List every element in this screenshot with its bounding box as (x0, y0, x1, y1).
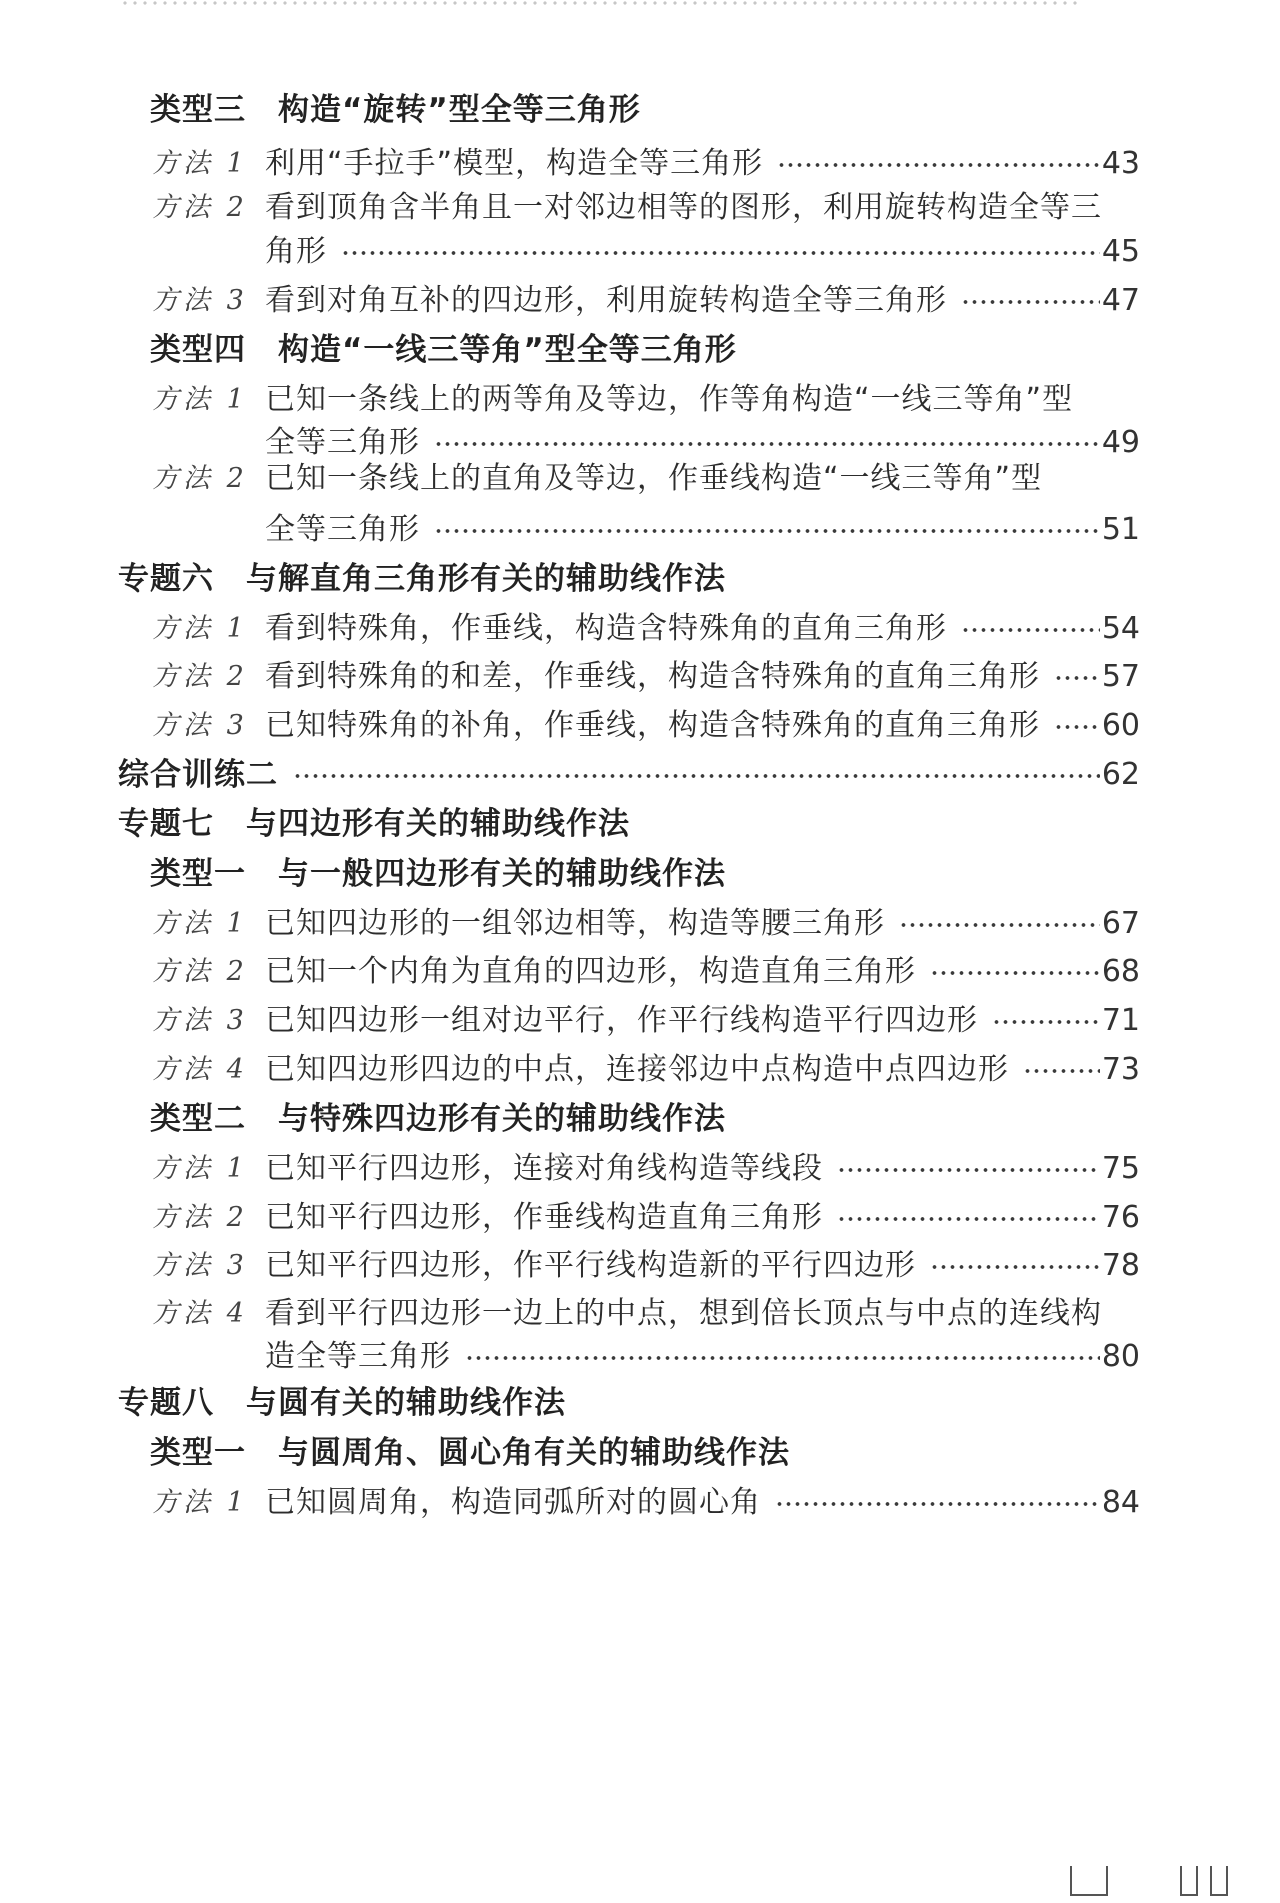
leader-dots (341, 250, 1100, 256)
toc-line (0, 1335, 1280, 1379)
method-text: 已知平行四边形，连接对角线构造等线段 (265, 1151, 823, 1186)
toc-line (0, 230, 1280, 274)
page-number: 76 (1101, 1200, 1140, 1235)
toc-line (0, 508, 1280, 552)
page-number: 73 (1101, 1052, 1140, 1087)
toc-line (0, 950, 1280, 994)
page-number: 80 (1101, 1339, 1140, 1374)
method-text: 全等三角形 (265, 512, 420, 547)
toc-line (0, 186, 1280, 230)
leader-dots (1054, 724, 1100, 730)
method-text: 已知一条线上的两等角及等边，作等角构造“一线三等角”型 (265, 382, 1074, 417)
leader-dots (961, 627, 1100, 633)
heading-text: 专题七 与四边形有关的辅助线作法 (118, 806, 630, 842)
page-number: 84 (1101, 1485, 1140, 1520)
toc-line (0, 142, 1280, 186)
method-label: 方法 1 (152, 148, 248, 179)
page-number: 54 (1101, 611, 1140, 646)
page-number: 71 (1101, 1003, 1140, 1038)
method-text: 已知四边形一组对边平行，作平行线构造平行四边形 (265, 1003, 978, 1038)
toc-line (0, 378, 1280, 422)
toc-line (0, 1244, 1280, 1288)
page-number: 45 (1101, 234, 1140, 269)
toc-line (0, 902, 1280, 946)
toc-line (0, 557, 1280, 601)
method-label: 方法 2 (152, 956, 248, 987)
method-label: 方法 2 (152, 1202, 248, 1233)
method-label: 方法 2 (152, 192, 248, 223)
method-text: 看到顶角含半角且一对邻边相等的图形，利用旋转构造全等三 (265, 190, 1102, 225)
leader-dots (1023, 1068, 1100, 1074)
leader-dots (775, 1501, 1100, 1507)
toc-line (0, 1097, 1280, 1141)
method-text: 造全等三角形 (265, 1339, 451, 1374)
method-label: 方法 1 (152, 613, 248, 644)
method-label: 方法 1 (152, 908, 248, 939)
page-number: 60 (1101, 708, 1140, 743)
toc-line (0, 852, 1280, 896)
leader-dots (930, 1264, 1100, 1270)
heading-text: 类型二 与特殊四边形有关的辅助线作法 (150, 1101, 726, 1137)
leader-dots (434, 528, 1100, 534)
method-label: 方法 3 (152, 1005, 248, 1036)
toc-line (0, 1431, 1280, 1475)
page-number: 62 (1101, 757, 1140, 792)
leader-dots (837, 1216, 1100, 1222)
toc-line (0, 1481, 1280, 1525)
toc-line (0, 1292, 1280, 1336)
leader-dots (930, 970, 1100, 976)
heading-text: 综合训练二 (118, 757, 278, 793)
heading-text: 类型一 与圆周角、圆心角有关的辅助线作法 (150, 1435, 790, 1471)
leader-dots (1054, 675, 1100, 681)
method-text: 已知一条线上的直角及等边，作垂线构造“一线三等角”型 (265, 461, 1043, 496)
method-text: 已知一个内角为直角的四边形，构造直角三角形 (265, 954, 916, 989)
method-text: 角形 (265, 234, 327, 269)
method-text: 全等三角形 (265, 425, 420, 460)
heading-text: 类型三 构造“旋转”型全等三角形 (150, 92, 641, 128)
page-number: 78 (1101, 1248, 1140, 1283)
method-label: 方法 1 (152, 1153, 248, 1184)
method-text: 看到特殊角的和差，作垂线，构造含特殊角的直角三角形 (265, 659, 1040, 694)
page-number: 43 (1101, 146, 1140, 181)
page-number: 67 (1101, 906, 1140, 941)
toc-line (0, 999, 1280, 1043)
leader-dots (961, 299, 1100, 305)
page-number: 75 (1101, 1151, 1140, 1186)
method-text: 已知四边形四边的中点，连接邻边中点构造中点四边形 (265, 1052, 1009, 1087)
toc-line (0, 802, 1280, 846)
toc-line (0, 704, 1280, 748)
heading-text: 专题六 与解直角三角形有关的辅助线作法 (118, 561, 726, 597)
page-number: 47 (1101, 283, 1140, 318)
method-label: 方法 3 (152, 285, 248, 316)
heading-text: 类型一 与一般四边形有关的辅助线作法 (150, 856, 726, 892)
method-text: 看到平行四边形一边上的中点，想到倍长顶点与中点的连线构 (265, 1296, 1102, 1331)
method-label: 方法 2 (152, 463, 248, 494)
method-text: 已知平行四边形，作垂线构造直角三角形 (265, 1200, 823, 1235)
heading-text: 专题八 与圆有关的辅助线作法 (118, 1385, 566, 1421)
method-label: 方法 1 (152, 384, 248, 415)
leader-dots (777, 162, 1100, 168)
method-text: 看到特殊角，作垂线，构造含特殊角的直角三角形 (265, 611, 947, 646)
page-number: 49 (1101, 425, 1140, 460)
leader-dots (293, 773, 1100, 779)
method-text: 已知圆周角，构造同弧所对的圆心角 (265, 1485, 761, 1520)
toc-line (0, 753, 1280, 797)
method-label: 方法 3 (152, 710, 248, 741)
toc-line (0, 1147, 1280, 1191)
method-label: 方法 1 (152, 1487, 248, 1518)
leader-dots (899, 922, 1100, 928)
leader-dots (837, 1167, 1100, 1173)
toc-line (0, 607, 1280, 651)
page-number: 68 (1101, 954, 1140, 989)
leader-dots (465, 1355, 1100, 1361)
leader-dots (992, 1019, 1100, 1025)
page-number: 57 (1101, 659, 1140, 694)
toc-line (0, 1196, 1280, 1240)
toc-line (0, 328, 1280, 372)
method-text: 已知平行四边形，作平行线构造新的平行四边形 (265, 1248, 916, 1283)
method-label: 方法 2 (152, 661, 248, 692)
toc-line (0, 279, 1280, 323)
scan-corner-marks (1060, 1862, 1260, 1896)
page-number: 51 (1101, 512, 1140, 547)
method-label: 方法 4 (152, 1054, 248, 1085)
toc-line (0, 457, 1280, 501)
toc-line (0, 1381, 1280, 1425)
leader-dots (434, 441, 1100, 447)
toc-line (0, 1048, 1280, 1092)
toc-line (0, 655, 1280, 699)
method-text: 利用“手拉手”模型，构造全等三角形 (265, 146, 764, 181)
method-text: 看到对角互补的四边形，利用旋转构造全等三角形 (265, 283, 947, 318)
method-text: 已知四边形的一组邻边相等，构造等腰三角形 (265, 906, 885, 941)
method-label: 方法 3 (152, 1250, 248, 1281)
toc-line (0, 88, 1280, 132)
method-text: 已知特殊角的补角，作垂线，构造含特殊角的直角三角形 (265, 708, 1040, 743)
method-label: 方法 4 (152, 1298, 248, 1329)
heading-text: 类型四 构造“一线三等角”型全等三角形 (150, 332, 737, 368)
